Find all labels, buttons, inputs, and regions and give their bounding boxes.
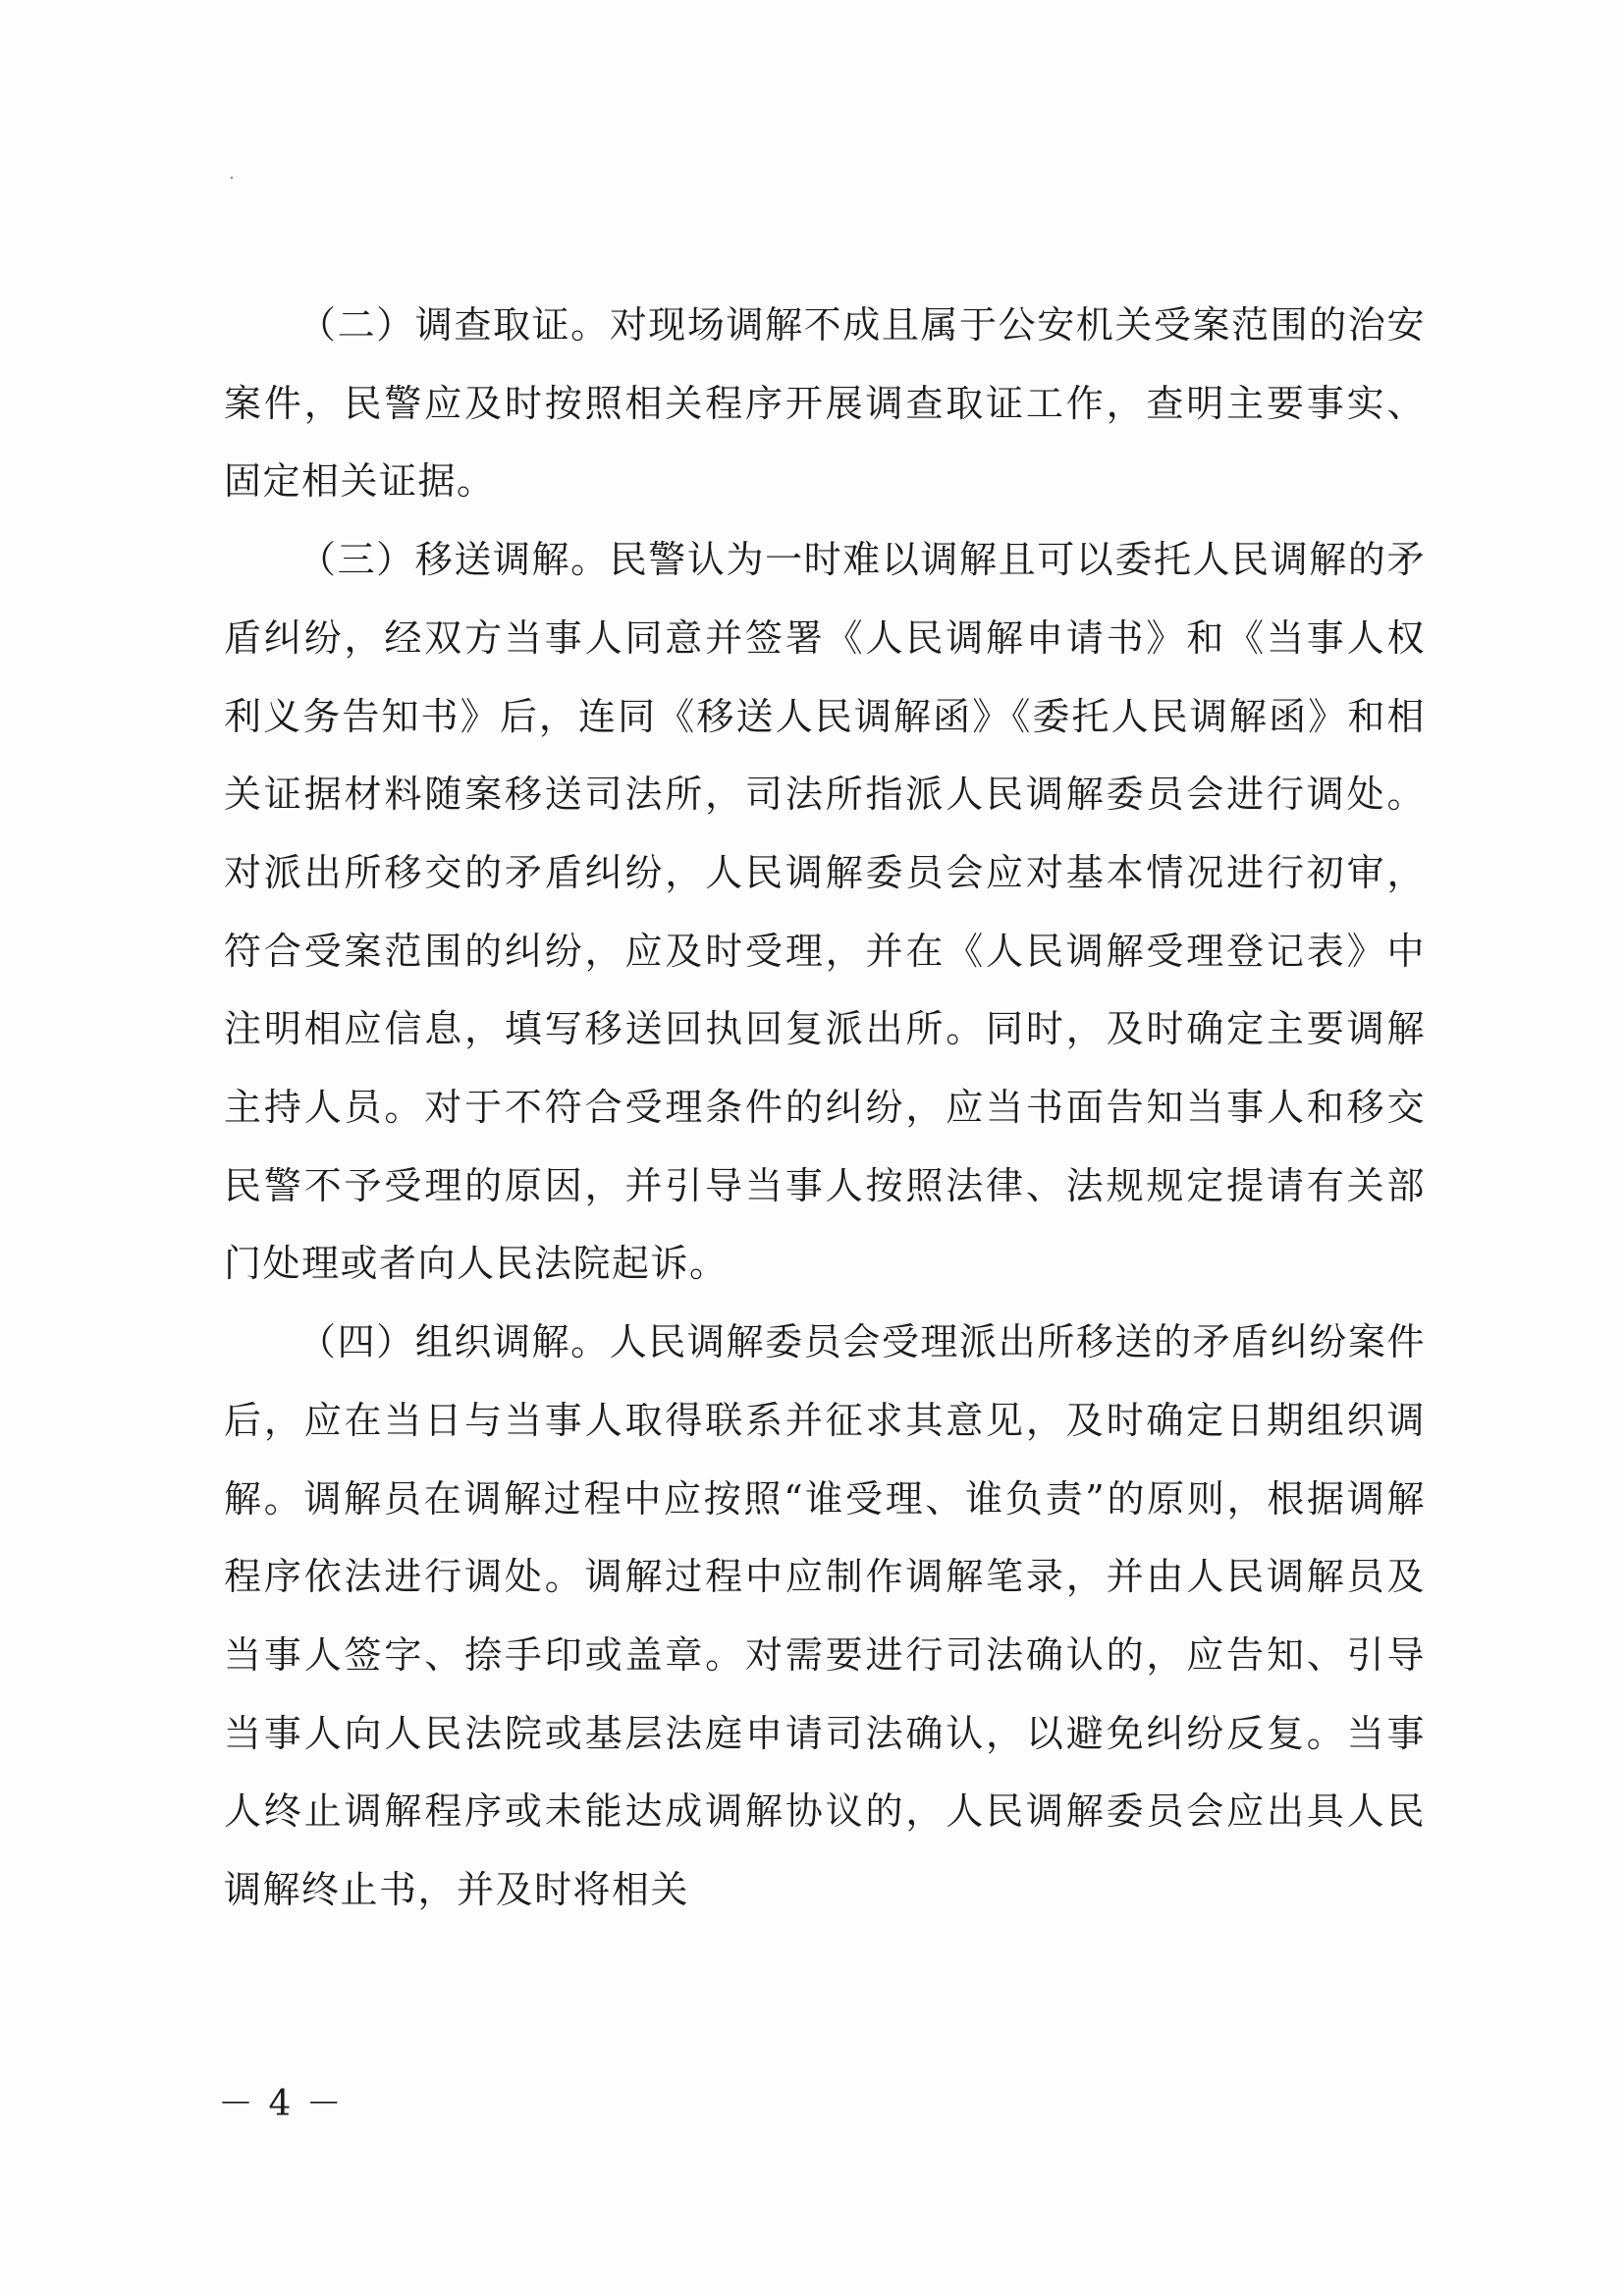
paragraph-transfer-mediation: （三）移送调解。民警认为一时难以调解且可以委托人民调解的矛盾纠纷，经双方当事人同意并签署《人民调解申请书》和《当事人权利义务告知书》后，连同《移送人民调解函》《委托人民调解函》和相关证据材料随案移送司法所，司法所指派人民调解委员会进行调处。对派出所移交的矛盾纠纷，人民调解委员会应对基本情况进行初审，符合受案范围的纠纷，应及时受理，并在《人民调解受理登记表》中注明相应信息，填写移送回执回复派出所。同时，及时确定主要调解主持人员。对于不符合受理条件的纠纷，应当书面告知当事人和移交民警不予受理的原因，并引导当事人按照法律、法规规定提请有关部门处理或者向人民法院起诉。 [224, 538, 1426, 1286]
scan-speck [231, 177, 233, 179]
paragraph-investigation: （二）调查取证。对现场调解不成且属于公安机关受案范围的治安案件，民警应及时按照相关程序开展调查取证工作，查明主要事实、固定相关证据。 [224, 303, 1426, 504]
document-body [224, 287, 1426, 1930]
paragraph-organize-mediation: （四）组织调解。人民调解委员会受理派出所移送的矛盾纠纷案件后，应在当日与当事人取得联系并征求其意见，及时确定日期组织调解。调解员在调解过程中应按照“谁受理、谁负责”的原则，根据调解程序依法进行调处。调解过程中应制作调解笔录，并由人民调解员及当事人签字、捺手印或盖章。对需要进行司法确认的，应告知、引导当事人向人民法院或基层法庭申请司法确认，以避免纠纷反复。当事人终止调解程序或未能达成调解协议的，人民调解委员会应出具人民调解终止书，并及时将相关 [224, 1320, 1426, 1912]
page-number: － 4 － [218, 2084, 344, 2124]
